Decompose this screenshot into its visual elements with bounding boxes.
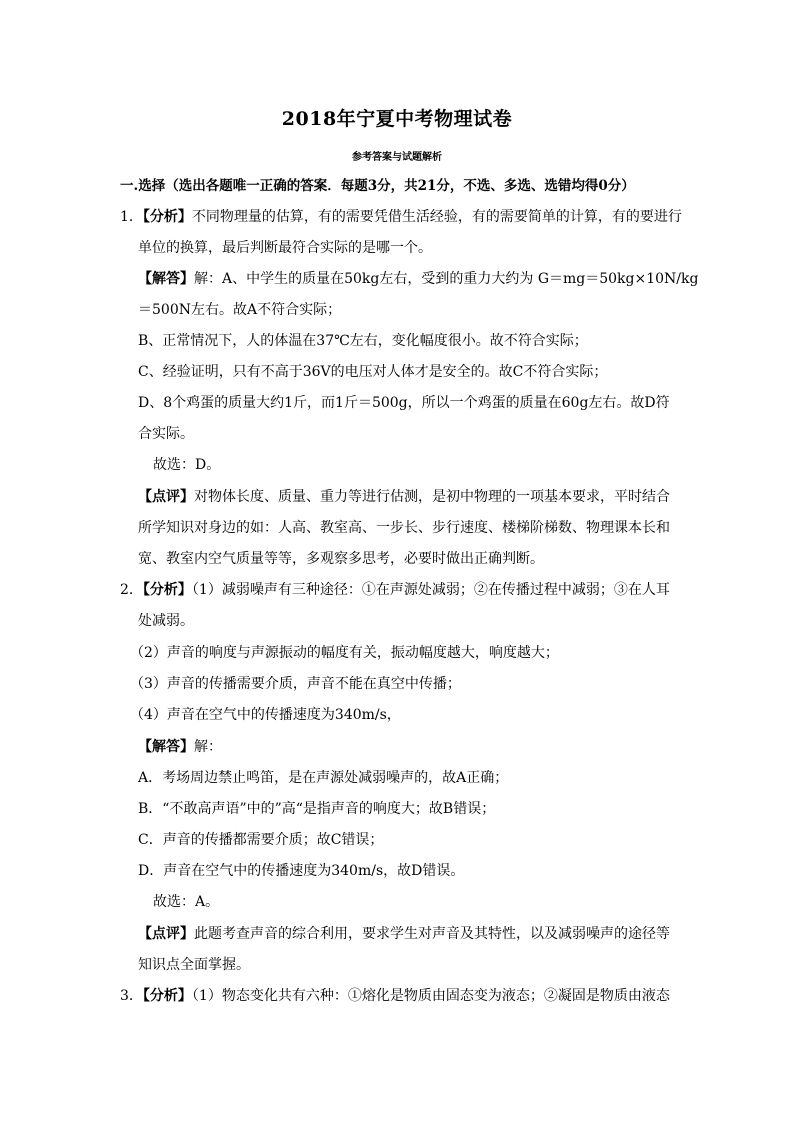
q3-analysis-text-1: （1）物态变化共有六种：①熔化是物质由固态变为液态；②凝固是物质由液态	[191, 988, 670, 1004]
q3-number: 3．	[120, 988, 143, 1004]
q1-option-c: C、经验证明，只有不高于36V的电压对人体才是安全的。故C不符合实际；	[138, 364, 608, 380]
q1-analysis-text-1: 不同物理量的估算，有的需要凭借生活经验，有的需要简单的计算，有的要进行	[191, 209, 682, 225]
q1-number: 1．	[120, 209, 143, 225]
q2-number: 2．	[120, 582, 143, 598]
q2-choice: 故选：A。	[153, 894, 220, 910]
q1-analysis-line-1	[120, 207, 682, 227]
q3-analysis-line-1	[120, 986, 670, 1006]
q2-point-3: （3）声音的传播需要介质，声音不能在真空中传播；	[130, 676, 461, 692]
q1-comment-line-1	[138, 487, 670, 507]
q1-option-d-line-1: D、8个鸡蛋的质量大约1斤，而1斤＝500g，所以一个鸡蛋的质量在60g左右。故D符	[138, 395, 670, 411]
section-heading: 一.选择（选出各题唯一正确的答案．每题3分，共21分，不选、多选、选错均得0分）	[120, 178, 635, 194]
q1-comment-line-2: 所学知识对身边的如：人高、教室高、一步长、步行速度、楼梯阶梯数、物理课本长和	[138, 520, 670, 536]
document-subtitle: 参考答案与试题解析	[352, 152, 442, 163]
q2-point-4: （4）声音在空气中的传播速度为340m/s，	[130, 707, 401, 723]
q2-point-2: （2）声音的响度与声源振动的幅度有关，振动幅度越大，响度越大；	[130, 645, 559, 661]
q2-analysis-tag: 【分析】	[142, 582, 192, 598]
q2-option-c: C．声音的传播都需要介质；故C错误；	[138, 832, 384, 848]
q2-option-d: D．声音在空气中的传播速度为340m/s，故D错误。	[138, 863, 465, 879]
q1-answer-tag: 【解答】	[138, 271, 194, 287]
q1-choice: 故选：D。	[153, 457, 221, 473]
q1-comment-text-1: 对物体长度、质量、重力等进行估测，是初中物理的一项基本要求，平时结合	[194, 489, 670, 505]
q2-answer-text-1: 解：	[194, 739, 222, 755]
q1-analysis-line-2: 单位的换算，最后判断最符合实际的是哪一个。	[138, 240, 432, 256]
document-title: 2018年宁夏中考物理试卷	[281, 108, 513, 130]
q1-comment-tag: 【点评】	[138, 489, 194, 505]
q1-answer-line-1	[138, 269, 698, 289]
q2-analysis-line-1	[120, 580, 670, 600]
q2-answer-tag: 【解答】	[138, 739, 194, 755]
q1-answer-text-1: 解：A、中学生的质量在50kg左右，受到的重力大约为 G＝mg＝50kg×10N/kg	[194, 271, 699, 287]
q2-comment-text-1: 此题考查声音的综合利用，要求学生对声音及其特性，以及减弱噪声的途径等	[194, 926, 670, 942]
q2-analysis-text-1: （1）减弱噪声有三种途径：①在声源处减弱；②在传播过程中减弱；③在人耳	[191, 582, 670, 598]
q2-analysis-line-2: 处减弱。	[138, 613, 194, 629]
q3-analysis-tag: 【分析】	[142, 988, 192, 1004]
q2-comment-line-1	[138, 924, 670, 944]
q1-answer-line-2: ＝500N左右。故A不符合实际；	[138, 302, 342, 318]
q1-option-b: B、正常情况下，人的体温在37℃左右，变化幅度很小。故不符合实际；	[138, 333, 588, 349]
q1-analysis-tag: 【分析】	[142, 209, 192, 225]
q2-answer-line-1	[138, 737, 222, 757]
q1-comment-line-3: 宽、教室内空气质量等等，多观察多思考，必要时做出正确判断。	[138, 551, 544, 567]
q2-option-a: A．考场周边禁止鸣笛，是在声源处减弱噪声的，故A正确；	[138, 770, 509, 786]
q2-comment-line-2: 知识点全面掌握。	[138, 957, 250, 973]
q2-comment-tag: 【点评】	[138, 926, 194, 942]
q2-option-b: B．“不敢高声语”中的”高“是指声音的响度大；故B错误；	[138, 801, 496, 817]
q1-option-d-line-2: 合实际。	[138, 426, 194, 442]
